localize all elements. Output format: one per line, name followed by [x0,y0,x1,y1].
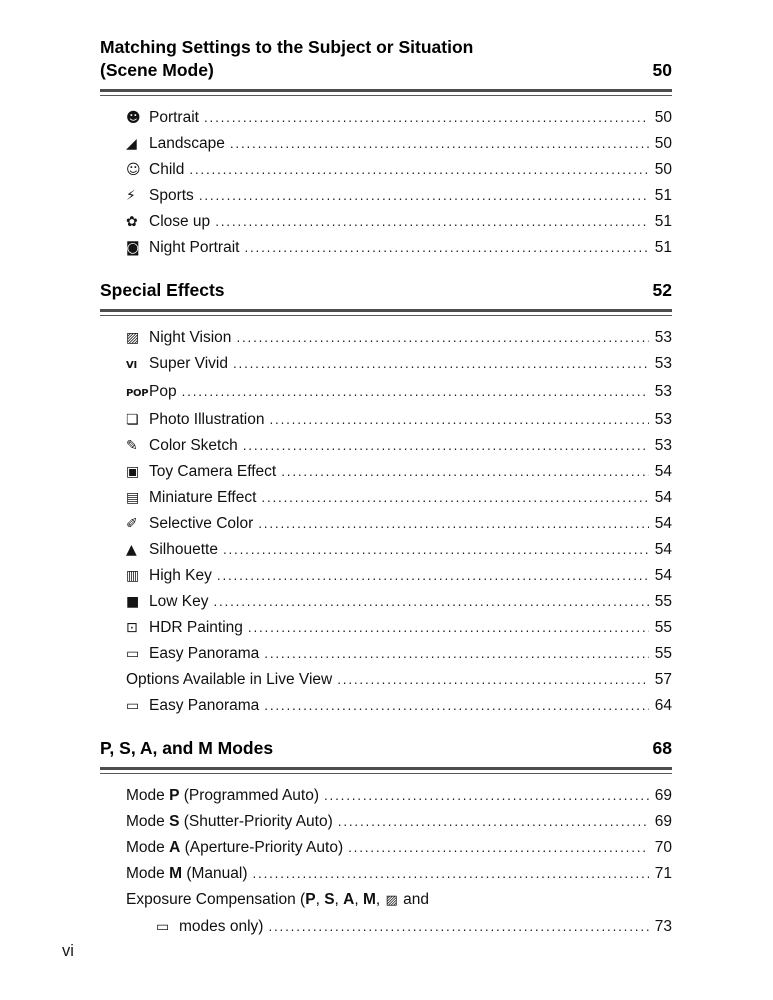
child-icon: ☺ [126,162,141,178]
toc-section [100,36,672,261]
entry-page-number: 54 [654,567,672,584]
entry-page-number: 73 [654,918,672,935]
toc-entry [126,105,672,131]
section-heading [100,36,672,82]
dot-leader [338,809,649,835]
entry-label-part: and [398,891,429,908]
dot-leader [236,325,649,351]
photo-illustration-icon: ❏ [126,412,139,428]
entry-label: Toy Camera Effect [149,463,277,480]
entry-label: Portrait [149,109,199,126]
heading-rule-thick [100,89,672,92]
entry-label: Options Available in Live View [126,671,333,688]
toc-entry [126,183,672,209]
dot-leader [248,615,649,641]
entry-page-number: 53 [654,437,672,454]
dot-leader [268,914,649,940]
entry-label-part: Exposure Compensation ( [126,891,306,908]
dot-leader [189,157,649,183]
silhouette-icon: ▲ [126,542,137,558]
entry-label-part: M [169,865,183,882]
entry-label: Landscape [149,135,225,152]
entry-page-number: 57 [654,671,672,688]
entry-label: Child [149,161,185,178]
dot-leader [258,511,649,537]
section-page-number: 52 [652,280,672,300]
entry-label-part: Mode [126,813,170,830]
entry-page-number: 50 [654,161,672,178]
night-portrait-icon: ◙ [126,240,140,256]
entry-label: Night Portrait [149,239,240,256]
dot-leader [182,379,649,405]
entry-label-part: P [169,787,180,804]
toc-content [100,36,672,940]
toc-entry [126,131,672,157]
entry-label: Low Key [149,593,209,610]
dot-leader [348,835,649,861]
entry-label: Color Sketch [149,437,238,454]
entry-label-part: , [315,891,325,908]
toc-entry [126,433,672,459]
dot-leader [213,589,649,615]
dot-leader [324,783,649,809]
dot-leader [281,459,649,485]
super-vivid-icon: VI [126,360,137,371]
entry-label: High Key [149,567,212,584]
dot-leader [230,131,649,157]
toc-entry [126,407,672,433]
entry-page-number: 51 [654,239,672,256]
toc-item-list [100,783,672,940]
night-vision-icon: ▨ [385,893,398,908]
toc-entry [126,589,672,615]
entry-label: Pop [149,383,177,400]
portrait-icon: ☻ [126,110,141,126]
entry-page-number: 69 [654,813,672,830]
toc-item-list [100,325,672,719]
dot-leader [252,861,649,887]
entry-page-number: 51 [654,213,672,230]
entry-page-number: 51 [654,187,672,204]
entry-label-part: (Manual) [182,865,248,882]
toc-entry [126,351,672,379]
toc-entry [126,693,672,719]
toc-section [100,737,672,940]
toc-entry [126,667,672,693]
selective-color-icon: ✐ [126,516,138,532]
heading-rule-thin [100,773,672,774]
dot-leader [223,537,649,563]
entry-label-part: Mode [126,787,170,804]
night-vision-icon: ▨ [126,330,140,346]
entry-page-number: 55 [654,645,672,662]
dot-leader [233,351,649,377]
dot-leader [243,433,649,459]
entry-page-number: 50 [654,109,672,126]
dot-leader [204,105,649,131]
entry-page-number: 53 [654,383,672,400]
toc-entry-line2 [156,914,672,940]
toc-entry [126,861,672,887]
entry-label-part: , [334,891,344,908]
section-title-line: P, S, A, and M Modes [100,738,274,758]
color-sketch-icon: ✎ [126,438,138,454]
miniature-effect-icon: ▤ [126,490,140,506]
toc-entry [126,511,672,537]
entry-label-part: S [324,891,335,908]
section-title-line: Matching Settings to the Subject or Situation [100,37,474,57]
dot-leader [199,183,649,209]
entry-label-part: M [362,891,376,908]
toy-camera-effect-icon: ▣ [126,464,140,480]
entry-label: Close up [149,213,211,230]
entry-label: modes only) [179,918,264,935]
entry-page-number: 70 [654,839,672,856]
toc-entry [126,641,672,667]
toc-entry [126,537,672,563]
entry-label [126,861,247,887]
entry-page-number: 53 [654,329,672,346]
toc-entry [126,235,672,261]
entry-label-part: S [169,813,180,830]
entry-page-number: 54 [654,515,672,532]
toc-entry [126,209,672,235]
section-page-number: 50 [652,60,672,80]
toc-entry [126,783,672,809]
entry-label [126,809,333,835]
high-key-icon: ▥ [126,568,140,584]
toc-section [100,279,672,719]
entry-label: Photo Illustration [149,411,265,428]
entry-label-part: (Aperture-Priority Auto) [180,839,344,856]
dot-leader [261,485,649,511]
entry-label: Miniature Effect [149,489,257,506]
toc-entry [126,379,672,407]
heading-rule [100,767,672,774]
entry-page-number: 54 [654,463,672,480]
entry-label: HDR Painting [149,619,243,636]
entry-label: Easy Panorama [149,645,260,662]
entry-page-number: 55 [654,619,672,636]
dot-leader [269,407,649,433]
entry-label: Easy Panorama [149,697,260,714]
section-title [100,36,473,82]
entry-page-number: 71 [654,865,672,882]
toc-entry [126,809,672,835]
entry-label: Super Vivid [149,355,228,372]
toc-entry [126,563,672,589]
heading-rule [100,89,672,96]
heading-rule-thick [100,309,672,312]
entry-label-part: (Shutter-Priority Auto) [179,813,333,830]
entry-page-number: 50 [654,135,672,152]
entry-page-number: 69 [654,787,672,804]
entry-label [126,887,429,914]
section-title-line: Special Effects [100,280,225,300]
page-number-footer: vi [62,942,74,960]
toc-entry [126,157,672,183]
entry-label: Selective Color [149,515,254,532]
heading-rule-thin [100,95,672,96]
section-title [100,279,225,302]
entry-page-number: 54 [654,489,672,506]
entry-label-part: P [305,891,316,908]
entry-label [126,783,319,809]
heading-rule-thin [100,315,672,316]
dot-leader [264,641,649,667]
entry-label [126,835,343,861]
entry-label-part: (Programmed Auto) [179,787,319,804]
entry-page-number: 54 [654,541,672,558]
entry-page-number: 53 [654,411,672,428]
dot-leader [217,563,649,589]
entry-page-number: 55 [654,593,672,610]
dot-leader [215,209,649,235]
toc-entry [126,835,672,861]
entry-label-part: , [375,891,385,908]
entry-label-part: Mode [126,865,170,882]
entry-page-number: 64 [654,697,672,714]
entry-label: Night Vision [149,329,232,346]
dot-leader [337,667,649,693]
toc-entry-line1 [126,887,672,914]
sports-icon: ⚡ [126,188,136,204]
entry-label-part: A [169,839,181,856]
easy-panorama-icon: ▭ [126,698,140,714]
toc-entry [126,485,672,511]
entry-label-part: A [343,891,355,908]
toc-entry [126,325,672,351]
easy-panorama-icon: ▭ [126,646,140,662]
entry-label-part: Mode [126,839,170,856]
dot-leader [244,235,649,261]
heading-rule-thick [100,767,672,770]
section-page-number: 68 [652,738,672,758]
pop-icon: POP [126,388,149,399]
landscape-icon: ◢ [126,136,137,152]
toc-entry [126,615,672,641]
section-title-line: (Scene Mode) [100,60,214,80]
hdr-painting-icon: ⊡ [126,620,138,636]
toc-entry [126,459,672,485]
entry-page-number: 53 [654,355,672,372]
toc-item-list [100,105,672,261]
entry-label: Sports [149,187,194,204]
close-up-icon: ✿ [126,214,138,230]
entry-label: Silhouette [149,541,218,558]
easy-panorama-icon: ▭ [156,919,170,935]
section-heading [100,279,672,302]
heading-rule [100,309,672,316]
low-key-icon: ■ [126,594,140,610]
entry-label-part: , [354,891,363,908]
section-title [100,737,273,760]
section-heading [100,737,672,760]
dot-leader [264,693,649,719]
